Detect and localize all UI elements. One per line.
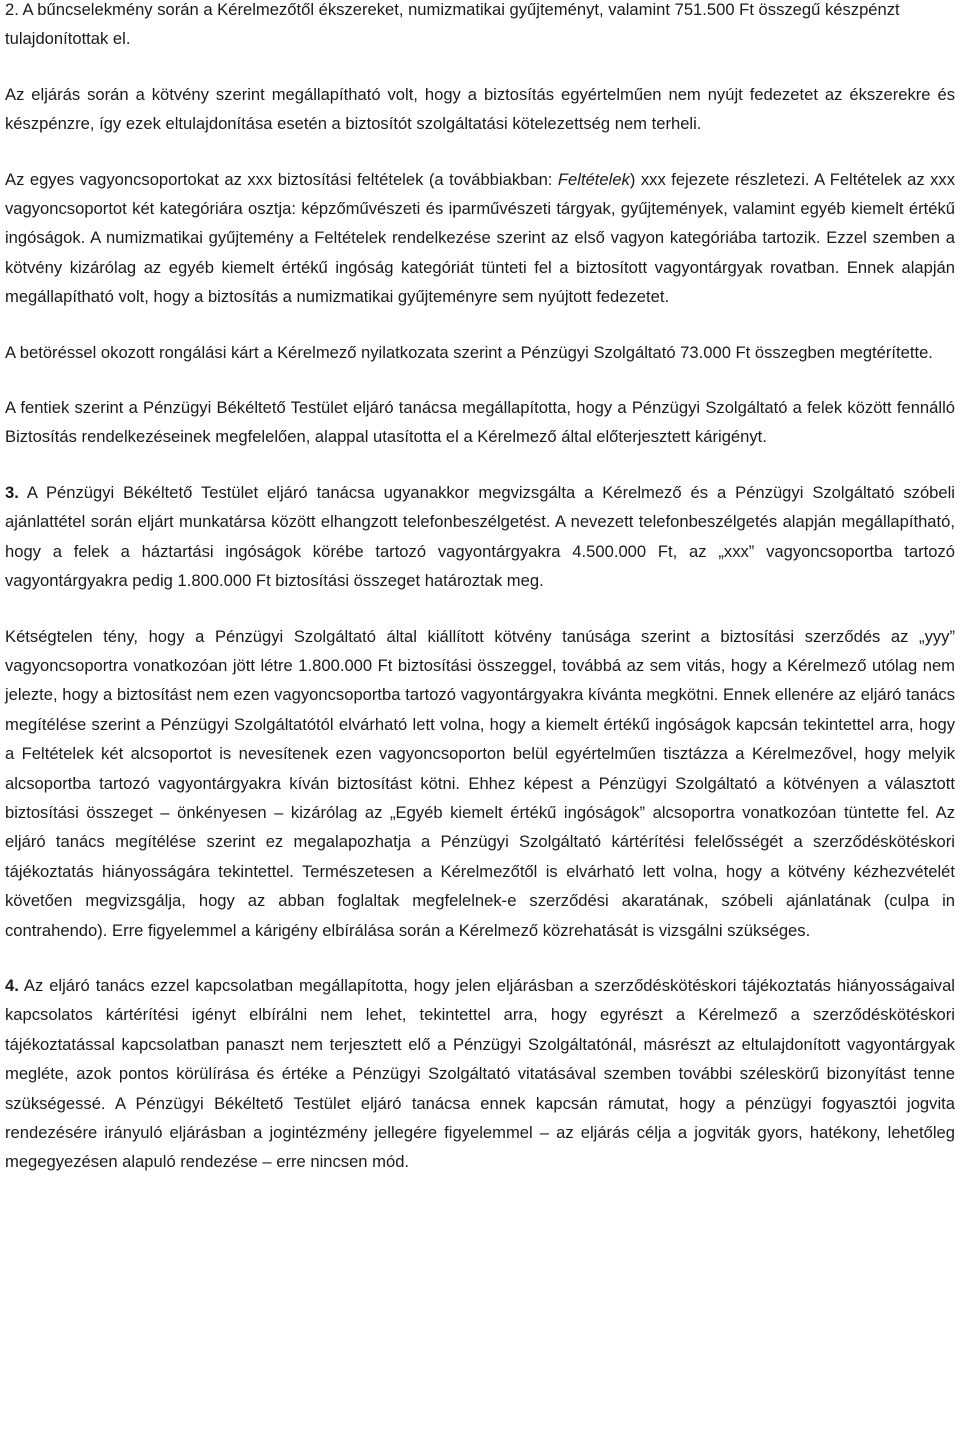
paragraph-damage-compensation: A betöréssel okozott rongálási kárt a Kérelmező nyilatkozata szerint a Pénzügyi Szolgáltató 73.000 Ft összegben megtérítette. bbox=[5, 342, 933, 362]
section-4-text: Az eljáró tanács ezzel kapcsolatban megállapította, hogy jelen eljárásban a szerződéskötéskori tájékoztatás hiányosságaival kapcsolatos kártérítési igényt elbírálni nem lehet, tekintettel arra, hogy egyrészt a Kérelmező a szerződéskötéskori tájékoztatással kapcsolatban panaszt nem terjesztett elő a Pénzügyi Szolgáltatónál, másrészt az eltulajdonított vagyontárgyak megléte, azok pontos körülírása és értéke a Pénzügyi Szolgáltató vitatásával szemben további széleskörű bizonyítást tenne szükségessé. A Pénzügyi Békéltető Testület eljáró tanácsa ennek kapcsán rámutat, hogy a pénzügyi fogyasztói jogvita rendezésére irányuló eljárásban a jogintézmény jellegére figyelemmel – az eljárás célja a jogviták gyors, hatékony, lehetőleg megegyezésen alapuló rendezése – erre nincsen mód. bbox=[5, 975, 955, 1172]
paragraph-2-continuation: 2. A bűncselekmény során a Kérelmezőtől ékszereket, numizmatikai gyűjteményt, valamint 751.500 Ft összegű készpénzt tulajdonítottak el. bbox=[5, 0, 900, 49]
asset-groups-text-b: ) xxx fejezete részletezi. A Feltételek az xxx vagyoncsoportot két kategóriára osztja: képzőművészeti és iparművészeti tárgyak, gyűjtemények, valamint egyéb kiemelt értékű ingóságok. A numizmatikai gyűjtemény a Feltételek rendelkezése szerint az első vagyon kategóriába tartozik. Ezzel szemben a kötvény kizárólag az egyéb kiemelt értékű ingóság kategóriát tünteti fel a biztosított vagyontárgyak rovatban. Ennek alapján megállapítható volt, hogy a biztosítás a numizmatikai gyűjteményre sem nyújtott fedezetet. bbox=[5, 169, 955, 307]
paragraph-panel-conclusion: A fentiek szerint a Pénzügyi Békéltető Testület eljáró tanácsa megállapította, hogy a Pénzügyi Szolgáltató a felek között fennálló Biztosítás rendelkezéseinek megfelelően, alappal utasította el a Kérelmező által előterjesztett kárigényt. bbox=[5, 398, 955, 447]
asset-groups-italic-term: Feltételek bbox=[557, 169, 630, 189]
asset-groups-text-a: Az egyes vagyoncsoportokat az xxx biztosítási feltételek (a továbbiakban: bbox=[5, 169, 558, 189]
paragraph-undisputed-facts: Kétségtelen tény, hogy a Pénzügyi Szolgáltató által kiállított kötvény tanúsága szerint a biztosítási szerződés az „yyy” vagyoncsoportra vonatkozóan jött létre 1.800.000 Ft biztosítási összeggel, továbbá az sem vitás, hogy a Kérelmező utólag nem jelezte, hogy a biztosítást nem ezen vagyoncsoportba tartozó vagyontárgyakra kívánta megkötni. Ennek ellenére az eljáró tanács megítélése szerint a Pénzügyi Szolgáltatótól elvárható lett volna, hogy a kiemelt értékű ingóságok kapcsán tekintettel arra, hogy a Feltételek két alcsoportot is nevesítenek ezen vagyoncsoporton belül egyértelműen tisztázza a Kérelmezővel, hogy melyik alcsoportba tartozó vagyontárgyakra kíván biztosítást kötni. Ehhez képest a Pénzügyi Szolgáltató a kötvényen a választott biztosítási összeget – önkényesen – kizárólag az „Egyéb kiemelt értékű ingóságok” alcsoportra vonatkozóan tüntette fel. Az eljáró tanács megítélése szerint ez megalapozhatja a Pénzügyi Szolgáltató kártérítési felelősségét a szerződéskötéskori tájékoztatás hiányosságára tekintettel. Természetesen a Kérelmezőtől is elvárható lett volna, hogy a kötvény kézhezvételét követően megvizsgálja, hogy az abban foglaltak megfelelnek-e szerződési akaratának, szóbeli ajánlatának (culpa in contrahendo). Erre figyelemmel a kárigény elbírálása során a Kérelmező közrehatását is vizsgálni szükséges. bbox=[5, 626, 955, 940]
section-3-number: 3. bbox=[5, 482, 19, 502]
section-4-number: 4. bbox=[5, 975, 19, 995]
document-page bbox=[5, 0, 955, 1177]
paragraph-asset-groups bbox=[5, 165, 955, 312]
paragraph-section-4 bbox=[5, 971, 955, 1177]
paragraph-section-3 bbox=[5, 478, 955, 596]
section-3-text: A Pénzügyi Békéltető Testület eljáró tanácsa ugyanakkor megvizsgálta a Kérelmező és a Pénzügyi Szolgáltató szóbeli ajánlattétel során eljárt munkatársa között elhangzott telefonbeszélgetést. A nevezett telefonbeszélgetés alapján megállapítható, hogy a felek a háztartási ingóságok körébe tartozó vagyontárgyakra 4.500.000 Ft, az „xxx” vagyoncsoportba tartozó vagyontárgyakra pedig 1.800.000 Ft biztosítási összeget határoztak meg. bbox=[5, 482, 955, 591]
paragraph-coverage-exclusion: Az eljárás során a kötvény szerint megállapítható volt, hogy a biztosítás egyértelműen nem nyújt fedezetet az ékszerekre és készpénzre, így ezek eltulajdonítása esetén a biztosítót szolgáltatási kötelezettség nem terheli. bbox=[5, 84, 955, 134]
